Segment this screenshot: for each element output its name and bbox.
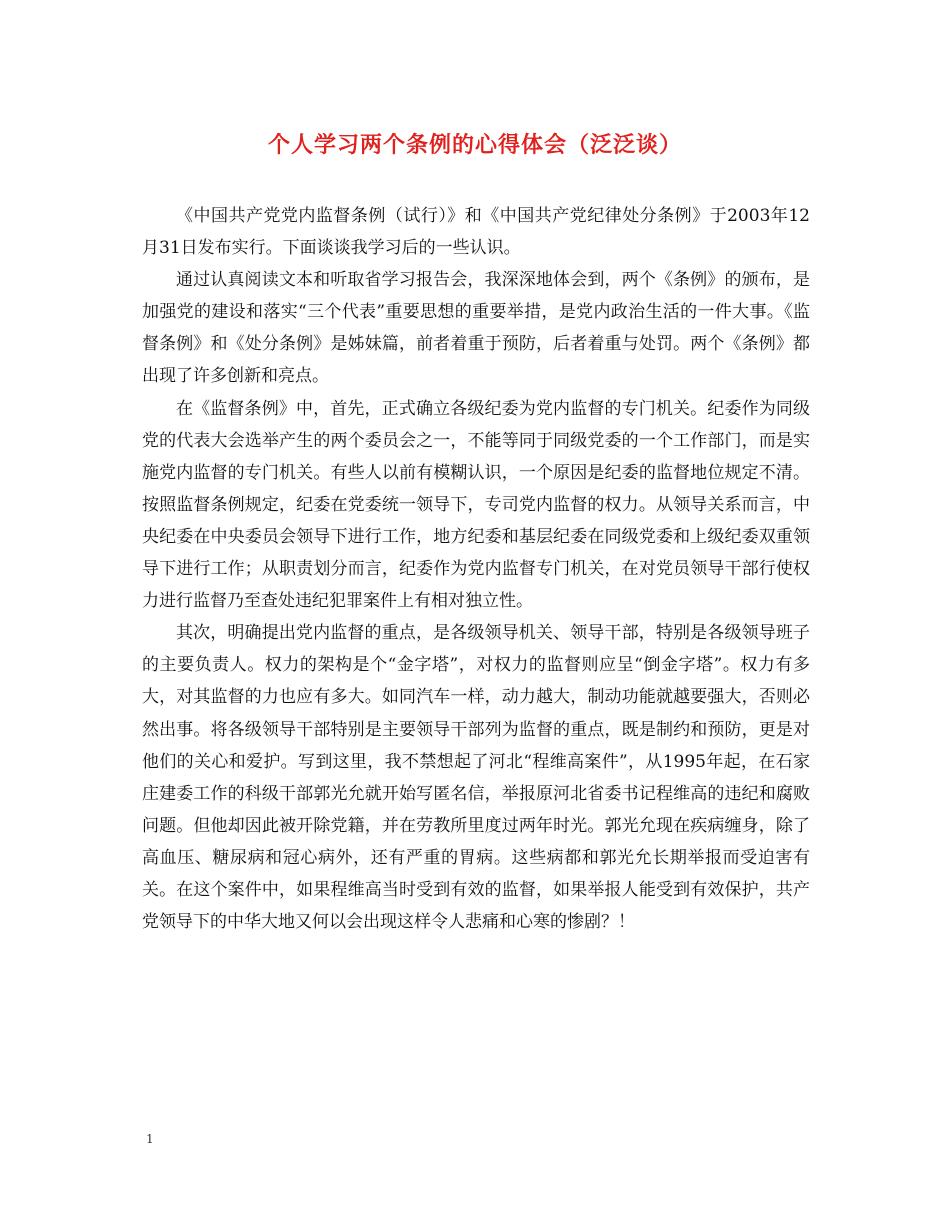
- document-title: 个人学习两个条例的心得体会（泛泛谈）: [267, 132, 682, 158]
- document-body: [142, 200, 810, 938]
- page-number: 1: [146, 1132, 154, 1146]
- paragraph-2: 通过认真阅读文本和听取省学习报告会，我深深地体会到，两个《条例》的颁布，是加强党的建设和落实“三个代表”重要思想的重要举措，是党内政治生活的一件大事。《监督条例》和《处分条例》是姊妹篇，前者着重于预防，后者着重与处罚。两个《条例》都出现了许多创新和亮点。: [142, 270, 810, 387]
- paragraph-1: 《中国共产党党内监督条例（试行）》和《中国共产党纪律处分条例》于2003年12月31日发布实行。下面谈谈我学习后的一些认识。: [142, 206, 810, 259]
- paragraph-4: 其次，明确提出党内监督的重点，是各级领导机关、领导干部，特别是各级领导班子的主要负责人。权力的架构是个“金字塔”，对权力的监督则应呈“倒金字塔”。权力有多大，对其监督的力也应有多大。如同汽车一样，动力越大，制动功能就越要强大，否则必然出事。将各级领导干部特别是主要领导干部列为监督的重点，既是制约和预防，更是对他们的关心和爱护。写到这里，我不禁想起了河北“程维高案件”，从1995年起，在石家庄建委工作的科级干部郭光允就开始写匿名信，举报原河北省委书记程维高的违纪和腐败问题。但他却因此被开除党籍，并在劳教所里度过两年时光。郭光允现在疾病缠身，除了高血压、糖尿病和冠心病外，还有严重的胃病。这些病都和郭光允长期举报而受迫害有关。在这个案件中，如果程维高当时受到有效的监督，如果举报人能受到有效保护，共产党领导下的中华大地又何以会出现这样令人悲痛和心寒的惨剧？！: [142, 623, 810, 933]
- paragraph-3: 在《监督条例》中，首先，正式确立各级纪委为党内监督的专门机关。纪委作为同级党的代表大会选举产生的两个委员会之一，不能等同于同级党委的一个工作部门，而是实施党内监督的专门机关。有些人以前有模糊认识，一个原因是纪委的监督地位规定不清。按照监督条例规定，纪委在党委统一领导下，专司党内监督的权力。从领导关系而言，中央纪委在中央委员会领导下进行工作，地方纪委和基层纪委在同级党委和上级纪委双重领导下进行工作；从职责划分而言，纪委作为党内监督专门机关，在对党员领导干部行使权力进行监督乃至查处违纪犯罪案件上有相对独立性。: [142, 398, 810, 612]
